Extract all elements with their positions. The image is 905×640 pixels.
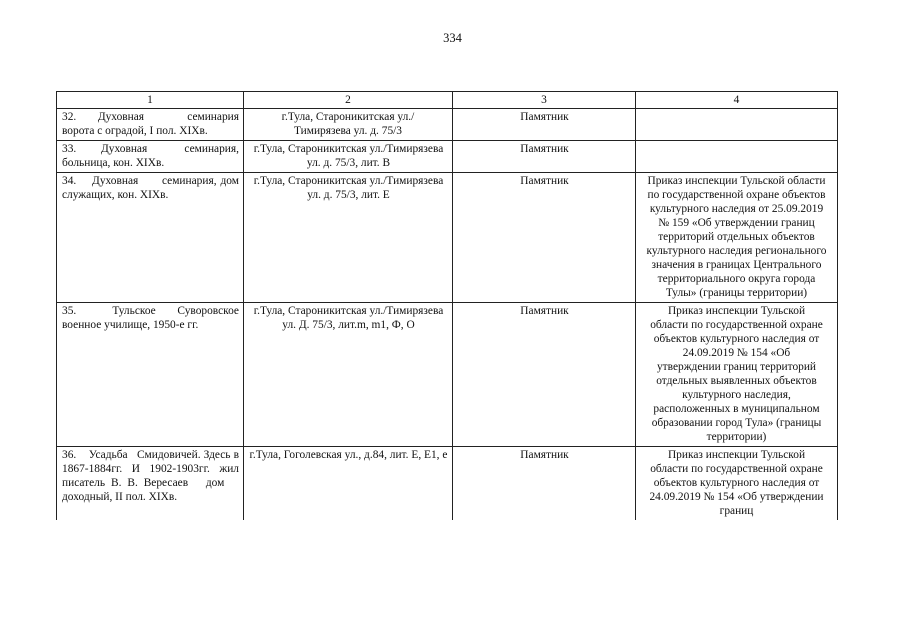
object-name-cell: 35. Тульское Суворовское военное училище, 1950-е гг. xyxy=(57,303,244,447)
table-row xyxy=(57,109,838,141)
table-row xyxy=(57,447,838,521)
address-cell: г.Тула, Староникитская ул./Тимирязева ул. д. 75/3, лит. Е xyxy=(244,173,453,303)
table-row xyxy=(57,141,838,173)
address-cell: г.Тула, Староникитская ул./Тимирязева ул. Д. 75/3, лит.m, m1, Ф, О xyxy=(244,303,453,447)
category-cell: Памятник xyxy=(453,303,636,447)
object-name-cell: 34. Духовная семинария, дом служащих, кон. XIXв. xyxy=(57,173,244,303)
page-number: 334 xyxy=(443,31,462,45)
category-cell: Памятник xyxy=(453,109,636,141)
category-cell: Памятник xyxy=(453,447,636,521)
address-cell: г.Тула, Староникитская ул./Тимирязева ул. д. 75/3, лит. В xyxy=(244,141,453,173)
heritage-objects-table xyxy=(56,91,838,520)
document-cell: Приказ инспекции Тульской области по государственной охране объектов культурного наследия от 24.09.2019 № 154 «Об утверждении границ территорий отдельных выявленных объектов культурного наследия, расположенных в муниципальном образовании город Тула» (границы территории) xyxy=(636,303,838,447)
object-name-cell: 36. Усадьба Смидовичей. Здесь в 1867-1884гг. И 1902-1903гг. жил писатель В. В. Вересаев дом доходный, II пол. XIXв. xyxy=(57,447,244,521)
document-cell: Приказ инспекции Тульской области по государственной охране объектов культурного наследия от 24.09.2019 № 154 «Об утверждении границ xyxy=(636,447,838,521)
address-cell: г.Тула, Гоголевская ул., д.84, лит. Е, Е1, е xyxy=(244,447,453,521)
column-header: 1 xyxy=(57,92,244,109)
category-cell: Памятник xyxy=(453,141,636,173)
category-cell: Памятник xyxy=(453,173,636,303)
document-cell: Приказ инспекции Тульской области по государственной охране объектов культурного наследия от 25.09.2019 № 159 «Об утверждении границ территорий отдельных объектов культурного наследия регионального значения в границах Центрального территориального округа города Тулы» (границы территории) xyxy=(636,173,838,303)
document-cell xyxy=(636,141,838,173)
address-cell: г.Тула, Староникитская ул./Тимирязева ул. д. 75/3 xyxy=(244,109,453,141)
table-row xyxy=(57,173,838,303)
table-row xyxy=(57,303,838,447)
column-header: 2 xyxy=(244,92,453,109)
column-header: 3 xyxy=(453,92,636,109)
table-header-row xyxy=(57,92,838,109)
column-header: 4 xyxy=(636,92,838,109)
object-name-cell: 32. Духовная семинария ворота с оградой, I пол. XIXв. xyxy=(57,109,244,141)
document-cell xyxy=(636,109,838,141)
object-name-cell: 33. Духовная семинария, больница, кон. XIXв. xyxy=(57,141,244,173)
